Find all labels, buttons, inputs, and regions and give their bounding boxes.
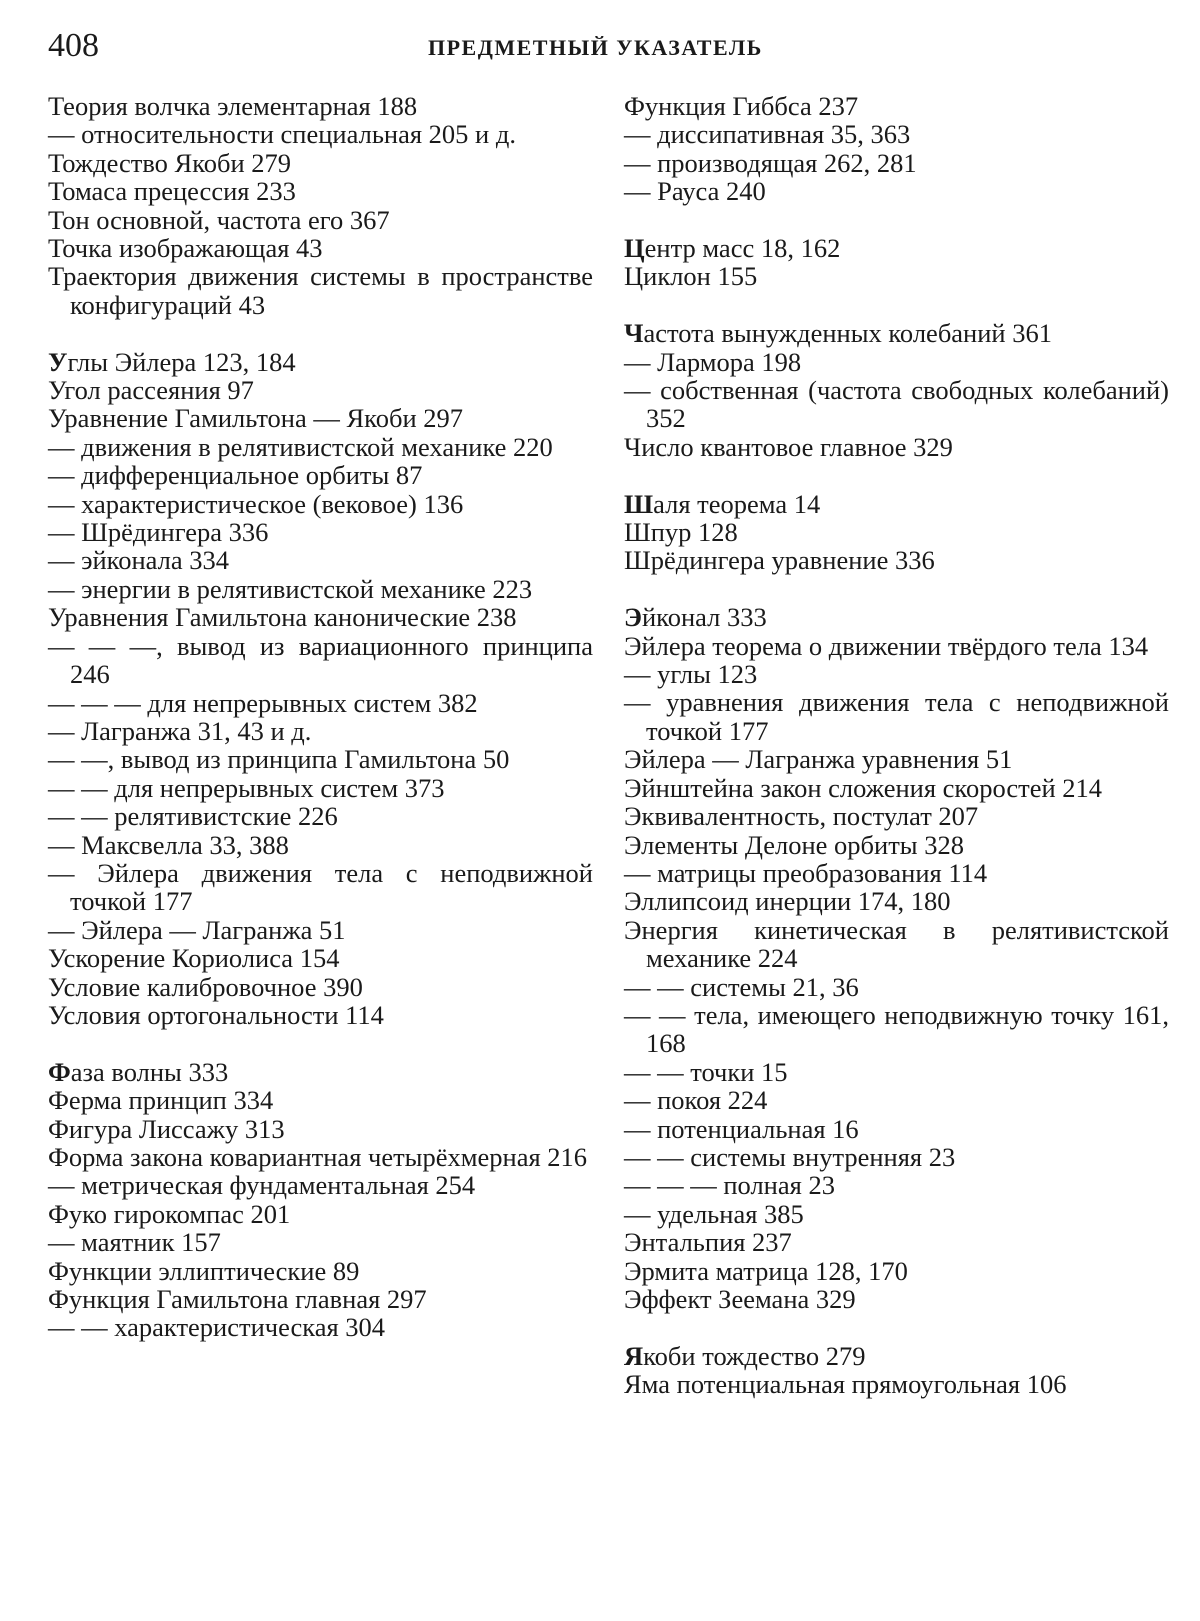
index-entry: — эйконала 334 <box>48 545 229 576</box>
index-entry: — уравнения движения тела с неподвижной точкой 177 <box>624 687 1169 746</box>
index-entry: Функция Гамильтона главная 297 <box>48 1284 427 1315</box>
index-entry: — дифференциальное орбиты 87 <box>48 460 423 491</box>
page-number: 408 <box>48 27 99 64</box>
index-entry: Элементы Делоне орбиты 328 <box>624 829 964 860</box>
index-entry: — удельная 385 <box>624 1198 804 1229</box>
index-entry: — собственная (частота свободных колебаний) 352 <box>624 375 1169 434</box>
index-entry: Частота вынужденных колебаний 361 <box>624 318 1052 349</box>
index-entry: — Максвелла 33, 388 <box>48 829 289 860</box>
running-title: ПРЕДМЕТНЫЙ УКАЗАТЕЛЬ <box>428 35 763 60</box>
index-entry: Функция Гиббса 237 <box>624 91 859 121</box>
index-entry: — — тела, имеющего неподвижную точку 161, 168 <box>624 999 1169 1059</box>
index-entry: Ускорение Кориолиса 154 <box>48 943 340 974</box>
index-entry: Ферма принцип 334 <box>48 1085 274 1116</box>
index-entry: Шаля теорема 14 <box>624 488 821 519</box>
section-initial-letter: У <box>48 346 68 377</box>
index-entry: Функции эллиптические 89 <box>48 1255 360 1286</box>
index-entry: — — точки 15 <box>624 1056 788 1087</box>
index-entry: Фигура Лиссажу 313 <box>48 1113 285 1144</box>
index-entry: — Лармора 198 <box>624 346 802 377</box>
index-entry: — — системы 21, 36 <box>624 971 859 1002</box>
index-entry: Теория волчка элементарная 188 <box>48 91 418 121</box>
index-entry: — производящая 262, 281 <box>624 147 917 178</box>
index-entry: — энергии в релятивистской механике 223 <box>48 573 533 604</box>
index-entry: — покоя 224 <box>624 1085 768 1116</box>
index-entry: Шпур 128 <box>624 517 738 548</box>
index-entry: — — характеристическая 304 <box>48 1312 386 1343</box>
index-entry: Циклон 155 <box>624 261 758 292</box>
index-entry: — диссипативная 35, 363 <box>624 119 911 150</box>
index-entry: Эйнштейна закон сложения скоростей 214 <box>624 772 1103 803</box>
index-entry: Углы Эйлера 123, 184 <box>48 346 296 377</box>
index-entry: Уравнение Гамильтона — Якоби 297 <box>48 403 463 434</box>
index-entry: Центр масс 18, 162 <box>624 233 841 264</box>
index-entry: — матрицы преобразования 114 <box>624 857 988 888</box>
index-entry: — метрическая фундаментальная 254 <box>48 1170 476 1201</box>
index-entry: — Рауса 240 <box>624 176 766 207</box>
index-entry: Эйлера — Лагранжа уравнения 51 <box>624 744 1013 775</box>
index-entry: — — для непрерывных систем 373 <box>48 772 445 803</box>
index-entry: Фаза волны 333 <box>48 1056 229 1087</box>
index-entry: Траектория движения системы в пространстве конфигураций 43 <box>48 261 593 320</box>
index-entry: Точка изображающая 43 <box>48 233 323 264</box>
index-entry: — Шрёдингера 336 <box>48 517 269 548</box>
index-entry: Шрёдингера уравнение 336 <box>624 545 935 576</box>
index-entry: Эффект Зеемана 329 <box>624 1284 856 1314</box>
index-entry: Энергия кинетическая в релятивистской механике 224 <box>624 914 1169 974</box>
index-entry: — относительности специальная 205 и д. <box>48 119 516 150</box>
index-entry: Эйлера теорема о движении твёрдого тела 134 <box>624 630 1149 661</box>
index-entry: Условия ортогональности 114 <box>48 999 384 1030</box>
index-entry: Уравнения Гамильтона канонические 238 <box>48 602 517 633</box>
index-entry: Якоби тождество 279 <box>624 1340 866 1371</box>
index-entry: — углы 123 <box>624 659 758 690</box>
index-entry: Число квантовое главное 329 <box>624 431 953 462</box>
page-header <box>48 22 1138 72</box>
section-initial-letter: Ц <box>624 233 645 264</box>
index-entry: Эрмита матрица 128, 170 <box>624 1255 908 1286</box>
index-entry: — — —, вывод из вариационного принципа 246 <box>48 630 593 690</box>
section-initial-letter: Ш <box>624 488 654 519</box>
index-entry: — — — для непрерывных систем 382 <box>48 687 478 718</box>
index-entry: Условие калибровочное 390 <box>48 971 363 1002</box>
index-entry: Яма потенциальная прямоугольная 106 <box>624 1369 1067 1400</box>
index-entry: — Лагранжа 31, 43 и д. <box>48 715 312 746</box>
index-entry: Эквивалентность, постулат 207 <box>624 801 979 832</box>
index-entry: Энтальпия 237 <box>624 1227 792 1258</box>
index-entry: Томаса прецессия 233 <box>48 176 296 207</box>
index-entry: — движения в релятивистской механике 220 <box>48 431 553 462</box>
index-entry: — характеристическое (вековое) 136 <box>48 488 464 519</box>
index-entry: — — релятивистские 226 <box>48 801 338 832</box>
section-initial-letter: Э <box>624 602 642 633</box>
index-column-right <box>624 92 1169 1399</box>
index-entry: — — — полная 23 <box>624 1170 835 1201</box>
index-entry: — потенциальная 16 <box>624 1113 859 1144</box>
index-entry: — — системы внутренняя 23 <box>624 1141 956 1172</box>
index-entry: Форма закона ковариантная четырёхмерная 216 <box>48 1142 588 1172</box>
index-entry: Тон основной, частота его 367 <box>48 204 390 235</box>
index-entry: — —, вывод из принципа Гамильтона 50 <box>48 744 510 775</box>
index-column-left <box>48 92 593 1342</box>
index-entry: — Эйлера — Лагранжа 51 <box>48 914 346 945</box>
index-entry: Фуко гирокомпас 201 <box>48 1198 291 1229</box>
index-entry: — Эйлера движения тела с неподвижной точкой 177 <box>48 857 593 917</box>
index-entry: Угол рассеяния 97 <box>48 375 254 406</box>
section-initial-letter: Я <box>624 1340 644 1371</box>
index-entry: Тождество Якоби 279 <box>48 147 292 178</box>
section-initial-letter: Ф <box>48 1056 71 1087</box>
index-entry: Эллипсоид инерции 174, 180 <box>624 886 951 917</box>
index-entry: — маятник 157 <box>48 1227 221 1258</box>
index-entry: Эйконал 333 <box>624 602 767 633</box>
section-initial-letter: Ч <box>624 318 644 349</box>
